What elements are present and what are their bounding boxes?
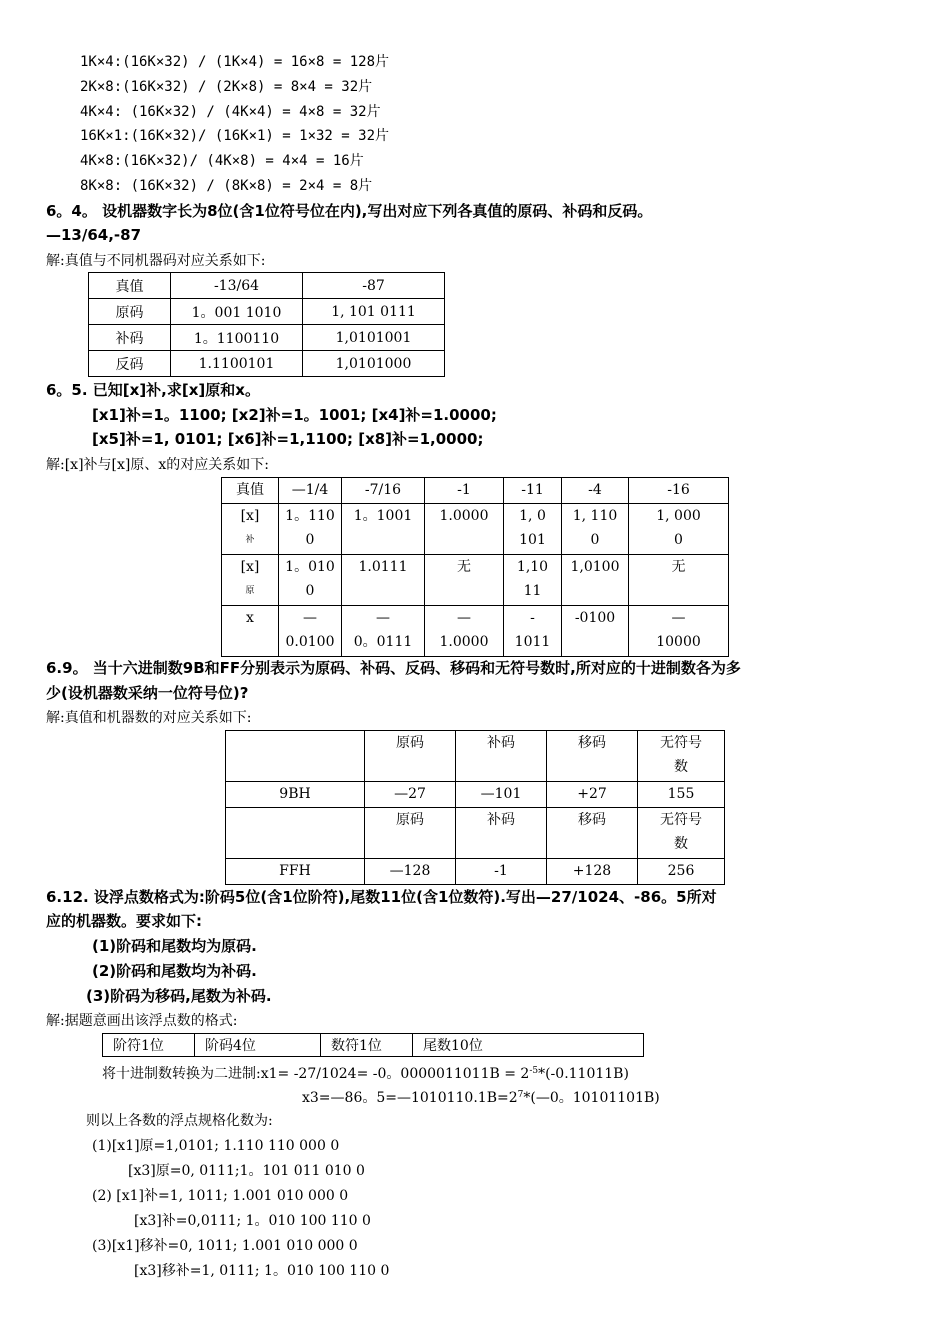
cell-line: 无符号: [660, 735, 702, 751]
cell: -11: [504, 478, 562, 504]
cell: [226, 808, 365, 859]
q612-req-1: (1)阶码和尾数均为原码.: [92, 937, 257, 955]
cell: 移码: [547, 808, 638, 859]
cell: -1: [456, 859, 547, 885]
q69-answer: 解:真值和机器数的对应关系如下:: [46, 710, 252, 726]
cell-line: 0: [674, 532, 683, 548]
row-label-sub: 补: [245, 535, 255, 545]
q65-line2: [x5]补=1, 0101; [x6]补=1,1100; [x8]补=1,0000;: [92, 430, 484, 448]
cell-line: —: [671, 610, 686, 626]
cell: 数符1位: [321, 1034, 413, 1057]
cell: -4: [562, 478, 629, 504]
cell-line: 0: [305, 532, 315, 548]
cell: —1/4: [279, 478, 342, 504]
cell-line: 0.0100: [285, 634, 335, 650]
q69-title-2: 少(设机器数采纳一位符号位)?: [46, 684, 249, 702]
cell: 1。1100110: [171, 325, 303, 351]
q69-table: [225, 730, 725, 885]
cell-line: 1, 000: [656, 508, 701, 524]
cell-line: 数: [674, 836, 688, 852]
cell: 1,0101000: [303, 351, 445, 377]
row-label: x: [222, 606, 279, 657]
q64-values: —13/64,-87: [46, 226, 142, 244]
cell: —101: [456, 782, 547, 808]
row-label: [x]: [240, 508, 260, 524]
conv-text: 将十进制数转换为二进制:x1= -27/1024= -0。0000011011B = 2: [102, 1066, 530, 1082]
cell: 1,0101001: [303, 325, 445, 351]
cell: 155: [638, 782, 725, 808]
q64-title: 6。4。 设机器数字长为8位(含1位符号位在内),写出对应下列各真值的原码、补码和反码。: [46, 202, 653, 220]
cell-line: 1.0000: [439, 508, 489, 524]
cell: 反码: [89, 351, 171, 377]
chip-line: 16K×1:(16K×32)/ (16K×1) = 1×32 = 32片: [80, 128, 390, 144]
chip-line: 8K×8: (16K×32) / (8K×8) = 2×4 = 8片: [80, 178, 373, 194]
cell-line: -0100: [574, 610, 616, 626]
cell: +128: [547, 859, 638, 885]
normalized-intro: 则以上各数的浮点规格化数为:: [86, 1113, 273, 1129]
result-line: (2) [x1]补=1, 1011; 1.001 010 000 0: [92, 1188, 349, 1204]
cell: +27: [547, 782, 638, 808]
cell-line: 0: [590, 532, 600, 548]
chip-line: 4K×8:(16K×32)/ (4K×8) = 4×4 = 16片: [80, 153, 364, 169]
cell: 尾数10位: [413, 1034, 644, 1057]
result-line: (3)[x1]移补=0, 1011; 1.001 010 000 0: [92, 1238, 358, 1254]
cell-line: —: [457, 610, 471, 626]
q69-title-1: 6.9。 当十六进制数9B和FF分别表示为原码、补码、反码、移码和无符号数时,所对应的十进制数各为多: [46, 659, 741, 677]
cell: 9BH: [226, 782, 365, 808]
cell: 原码: [89, 299, 171, 325]
cell: -87: [303, 273, 445, 299]
q612-title-1: 6.12. 设浮点数格式为:阶码5位(含1位阶符),尾数11位(含1位数符).写出—27/1024、-86。5所对: [46, 888, 717, 906]
cell-line: 1.0111: [358, 559, 408, 575]
conv-text: *(-0.11011B): [538, 1066, 629, 1082]
cell: 原码: [365, 808, 456, 859]
cell-line: 1.0000: [439, 634, 489, 650]
cell: 256: [638, 859, 725, 885]
cell: 原码: [365, 731, 456, 782]
q64-table: [88, 272, 445, 377]
q64-answer: 解:真值与不同机器码对应关系如下:: [46, 253, 266, 269]
conv-text: *(—0。10101101B): [523, 1090, 660, 1106]
cell: 移码: [547, 731, 638, 782]
cell-line: 1。110: [285, 508, 335, 524]
cell-line: 0: [305, 583, 315, 599]
cell-line: 1011: [514, 634, 551, 650]
cell: -16: [629, 478, 729, 504]
cell: —27: [365, 782, 456, 808]
chip-line: 2K×8:(16K×32) / (2K×8) = 8×4 = 32片: [80, 79, 373, 95]
cell: 补码: [456, 731, 547, 782]
cell: 1, 101 0111: [303, 299, 445, 325]
q65-line1: [x1]补=1。1100; [x2]补=1。1001; [x4]补=1.0000;: [92, 406, 497, 424]
row-label-sub: 原: [245, 586, 255, 596]
cell-line: 无: [671, 559, 686, 575]
q65-answer: 解:[x]补与[x]原、x的对应关系如下:: [46, 457, 269, 473]
result-line: [x3]原=0, 0111;1。101 011 010 0: [128, 1163, 365, 1179]
cell: 阶符1位: [103, 1034, 195, 1057]
cell-line: 11: [523, 583, 542, 599]
cell-line: 1。010: [285, 559, 335, 575]
result-line: [x3]补=0,0111; 1。010 100 110 0: [134, 1213, 371, 1229]
q612-answer: 解:据题意画出该浮点数的格式:: [46, 1013, 238, 1029]
result-line: (1)[x1]原=1,0101; 1.110 110 000 0: [92, 1138, 340, 1154]
cell: 1。001 1010: [171, 299, 303, 325]
chip-line: 4K×4: (16K×32) / (4K×4) = 4×8 = 32片: [80, 104, 381, 120]
chip-line: 1K×4:(16K×32) / (1K×4) = 16×8 = 128片: [80, 54, 390, 70]
cell-line: 10000: [656, 634, 701, 650]
q612-title-2: 应的机器数。要求如下:: [46, 912, 202, 930]
conv-exponent: 7: [517, 1090, 524, 1100]
conversion-line-1: [102, 1060, 629, 1085]
q65-table: [221, 477, 729, 657]
cell: 真值: [89, 273, 171, 299]
cell: -1: [425, 478, 504, 504]
cell: 补码: [89, 325, 171, 351]
cell: —128: [365, 859, 456, 885]
cell: 补码: [456, 808, 547, 859]
cell-line: —: [376, 610, 390, 626]
cell-line: 数: [674, 759, 688, 775]
q612-req-3: (3)阶码为移码,尾数为补码.: [86, 987, 272, 1005]
cell-line: -: [530, 610, 535, 626]
cell: 真值: [222, 478, 279, 504]
cell-line: 1, 110: [572, 508, 618, 524]
row-label: [x]: [240, 559, 260, 575]
conv-text: x3=—86。5=—1010110.1B=2: [302, 1090, 518, 1106]
cell: -13/64: [171, 273, 303, 299]
q65-title: 6。5. 已知[x]补,求[x]原和x。: [46, 381, 260, 399]
cell-line: 101: [519, 532, 546, 548]
cell: FFH: [226, 859, 365, 885]
cell-line: 1,0100: [570, 559, 620, 575]
cell-line: 1。1001: [353, 508, 413, 524]
cell: -7/16: [342, 478, 425, 504]
cell: 1.1100101: [171, 351, 303, 377]
cell-line: 1,10: [516, 559, 549, 575]
result-line: [x3]移补=1, 0111; 1。010 100 110 0: [134, 1263, 390, 1279]
cell-line: 1, 0: [519, 508, 546, 524]
cell-line: 0。0111: [353, 634, 413, 650]
cell: 阶码4位: [195, 1034, 321, 1057]
cell-line: —: [303, 610, 317, 626]
conv-exponent: -5: [529, 1066, 539, 1076]
q612-req-2: (2)阶码和尾数均为补码.: [92, 962, 257, 980]
float-format-table: [102, 1033, 644, 1057]
cell-line: 无: [457, 559, 471, 575]
cell-line: 无符号: [660, 812, 702, 828]
conversion-line-2: [302, 1084, 660, 1109]
cell: [226, 731, 365, 782]
